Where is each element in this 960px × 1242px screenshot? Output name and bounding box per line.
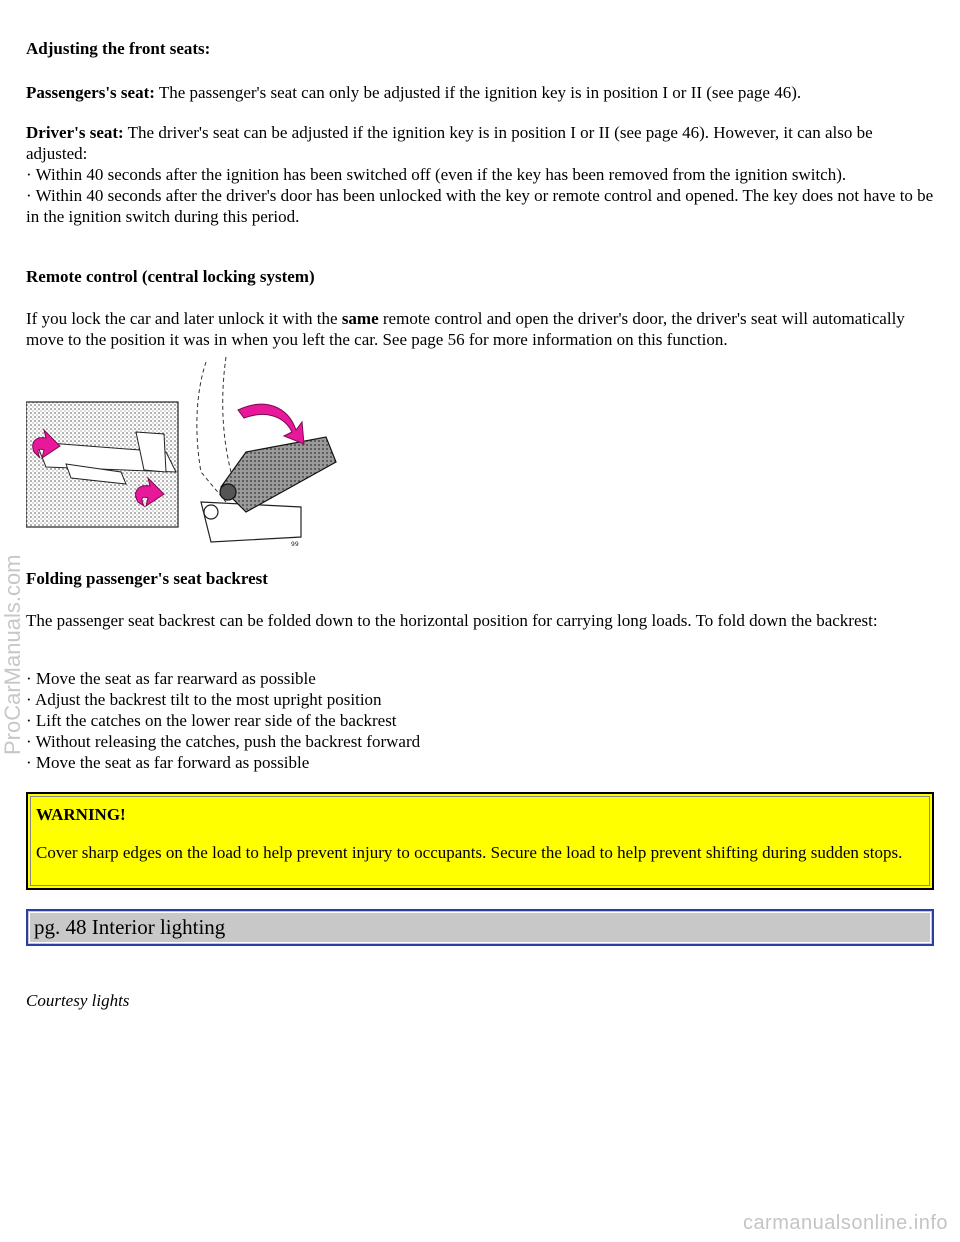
folding-step: · Move the seat as far rearward as possible — [26, 669, 316, 688]
bottom-watermark: carmanualsonline.info — [742, 1212, 948, 1234]
fold-arrow-icon — [238, 404, 304, 444]
passenger-seat-paragraph — [26, 82, 936, 103]
folding-step: · Lift the catches on the lower rear side of the backrest — [26, 711, 397, 730]
remote-text-bold: same — [341, 309, 379, 328]
folding-heading: Folding passenger's seat backrest — [26, 569, 268, 588]
folding-step: · Adjust the backrest tilt to the most upright position — [26, 690, 382, 709]
remote-heading: Remote control (central locking system) — [26, 267, 315, 286]
warning-box — [26, 792, 934, 890]
adjust-heading: Adjusting the front seats: — [26, 39, 211, 58]
driver-bullet-1: · Within 40 seconds after the ignition has been switched off (even if the key has been removed from the ignition switch). — [26, 165, 847, 184]
backrest-hinge — [220, 484, 236, 500]
driver-seat-text: The driver's seat can be adjusted if the ignition key is in position I or II (see page 46). However, it can also be adjusted: — [26, 123, 873, 163]
folding-steps-list — [26, 668, 936, 773]
side-watermark — [0, 520, 32, 760]
warning-text: Cover sharp edges on the load to help prevent injury to occupants. Secure the load to help prevent shifting during sudden stops. — [36, 843, 903, 862]
seat-folding-illustration — [26, 352, 346, 552]
folding-step: · Without releasing the catches, push the backrest forward — [26, 732, 421, 751]
driver-bullet-2: · Within 40 seconds after the driver's door has been unlocked with the key or remote control and opened. The key does not have to be in the ignition switch during this period. — [26, 186, 934, 226]
remote-paragraph — [26, 308, 936, 350]
remote-text-after: remote control and open the driver's door, the driver's seat will automatically move to the position it was in when you left the car. See page 56 for more information on this function. — [26, 309, 905, 349]
seat-pivot — [204, 505, 218, 519]
driver-seat-paragraph — [26, 122, 936, 164]
warning-title: WARNING! — [36, 805, 126, 824]
folded-backrest — [221, 437, 336, 512]
passenger-seat-label: Passengers's seat: — [26, 83, 155, 102]
remote-text-before: If you lock the car and later unlock it with the — [26, 309, 342, 328]
section-title: pg. 48 Interior lighting — [34, 915, 226, 939]
section-header — [26, 909, 934, 946]
side-watermark-text: ProCarManuals.com — [0, 554, 25, 755]
folding-intro: The passenger seat backrest can be folded down to the horizontal position for carrying long loads. To fold down the backrest: — [26, 611, 878, 630]
folding-step: · Move the seat as far forward as possible — [26, 753, 310, 772]
driver-seat-label: Driver's seat: — [26, 123, 124, 142]
driver-seat-block — [26, 122, 936, 227]
courtesy-lights-label: Courtesy lights — [26, 991, 130, 1010]
passenger-seat-text: The passenger's seat can only be adjusted if the ignition key is in position I or II (see page 46). — [154, 83, 802, 102]
figure-code: 99 — [291, 541, 299, 548]
